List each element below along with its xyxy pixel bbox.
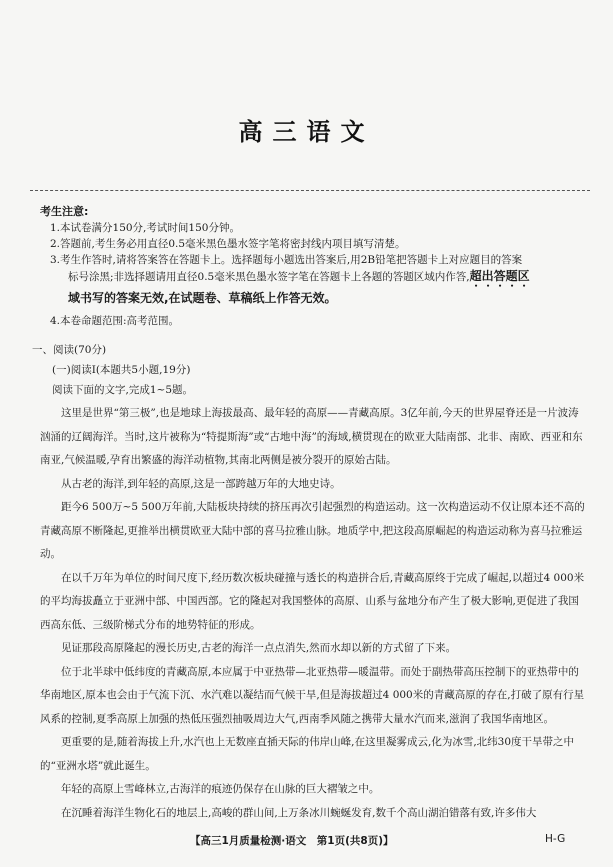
subsection-heading: (一)阅读Ⅰ(本题共5小题,19分) bbox=[52, 364, 191, 376]
passage-paragraph: 年轻的高原上雪峰林立,古海洋的痕迹仍保存在山脉的巨大褶皱之中。 bbox=[61, 783, 380, 795]
footer-page-info: 【高三1月质量检测·语文 第1页(共8页)】 bbox=[190, 835, 394, 847]
notice-item-3-cont2 bbox=[40, 290, 580, 307]
notice-item-4: 4.本卷命题范围:高考范围。 bbox=[50, 315, 180, 327]
candidate-notice bbox=[40, 204, 580, 329]
footer-code: H-G bbox=[545, 833, 566, 845]
section-heading: 一、阅读(70分) bbox=[32, 344, 107, 356]
passage-paragraph: 距今6 500万~5 500万年前,大陆板块持续的挤压再次引起强烈的构造运动。这一次构造运动不仅让原本还不高的青藏高原不断隆起,更推举出横贯欧亚大陆中部的喜马拉雅山脉。地质学中,把这段高原崛起的构造运动称为喜马拉雅运动。 bbox=[40, 501, 585, 560]
notice-item-3-cont bbox=[40, 268, 580, 290]
passage-paragraph: 位于北半球中低纬度的青藏高原,本应属于中亚热带—北亚热带—暖温带。而处于副热带高压控制下的亚热带中的华南地区,原本也会由于气流下沉、水汽难以凝结而气候干旱,但是海拔超过4 000米的青藏高原的存在,打破了原有行星风系的控制,夏季高原上加强的热低压强烈抽吸周边大气,西南季风随之携带大量水汽而来,滋润了我国华南地区。 bbox=[40, 665, 585, 725]
page-title: 高三语文 bbox=[238, 117, 375, 146]
passage-paragraph: 在沉睡着海洋生物化石的地层上,高峻的群山间,上万条冰川蜿蜒发育,数千个高山湖泊错落有致,许多伟大 bbox=[61, 806, 537, 819]
passage-paragraph: 这里是世界“第三极”,也是地球上海拔最高、最年轻的高原——青藏高原。3亿年前,今天的世界屋脊还是一片波涛汹涌的辽阔海洋。当时,这片被称为“特提斯海”或“古地中海”的海域,横贯现在的欧亚大陆南部、北非、南欧、西亚和东南亚,气候温暖,孕育出繁盛的海洋动植物,其南北两侧是被分裂开的原始古陆。 bbox=[40, 407, 583, 466]
notice-item-3-cont-text: 标号涂黑;非选择题请用直径0.5毫米黑色墨水签字笔在答题卡上各题的答题区域内作答, bbox=[68, 271, 470, 283]
passage-paragraph: 在以千万年为单位的时间尺度下,经历数次板块碰撞与透长的构造拼合后,青藏高原终于完成了崛起,以超过4 000米的平均海拔矗立于亚洲中部、中国西部。它的隆起对我国整体的高原、山系与盆地分布产生了极大影响,更促进了我国西高东低、三级阶梯式分布的地势特征的形成。 bbox=[40, 571, 585, 631]
reading-section bbox=[32, 342, 585, 825]
notice-bold-warning-a: 超出答题区 bbox=[469, 269, 530, 283]
reading-instruction: 阅读下面的文字,完成1~5题。 bbox=[52, 384, 193, 396]
seal-line-divider bbox=[30, 190, 590, 191]
notice-heading: 考生注意: bbox=[40, 205, 89, 218]
notice-item-1: 1.本试卷满分150分,考试时间150分钟。 bbox=[50, 222, 240, 234]
notice-item-2: 2.答题前,考生务必用直径0.5毫米黑色墨水签字笔将密封线内项目填写清楚。 bbox=[50, 238, 406, 250]
passage-paragraph: 从古老的海洋,到年轻的高原,这是一部跨越万年的大地史诗。 bbox=[61, 477, 341, 490]
notice-bold-warning-b: 域书写的答案无效,在试题卷、草稿纸上作答无效。 bbox=[68, 291, 337, 305]
notice-item-3: 3.考生作答时,请将答案答在答题卡上。选择题每小题选出答案后,用2B铅笔把答题卡上对应题目的答案 bbox=[50, 254, 523, 266]
passage-paragraph: 见证那段高原隆起的漫长历史,古老的海洋一点点消失,然而水却以新的方式留了下来。 bbox=[61, 642, 457, 654]
passage-paragraph: 更重要的是,随着海拔上升,水汽也上无数座直插天际的伟岸山峰,在这里凝雾成云,化为冰雪,北纬30度干旱带之中的“亚洲水塔”就此诞生。 bbox=[40, 736, 575, 772]
